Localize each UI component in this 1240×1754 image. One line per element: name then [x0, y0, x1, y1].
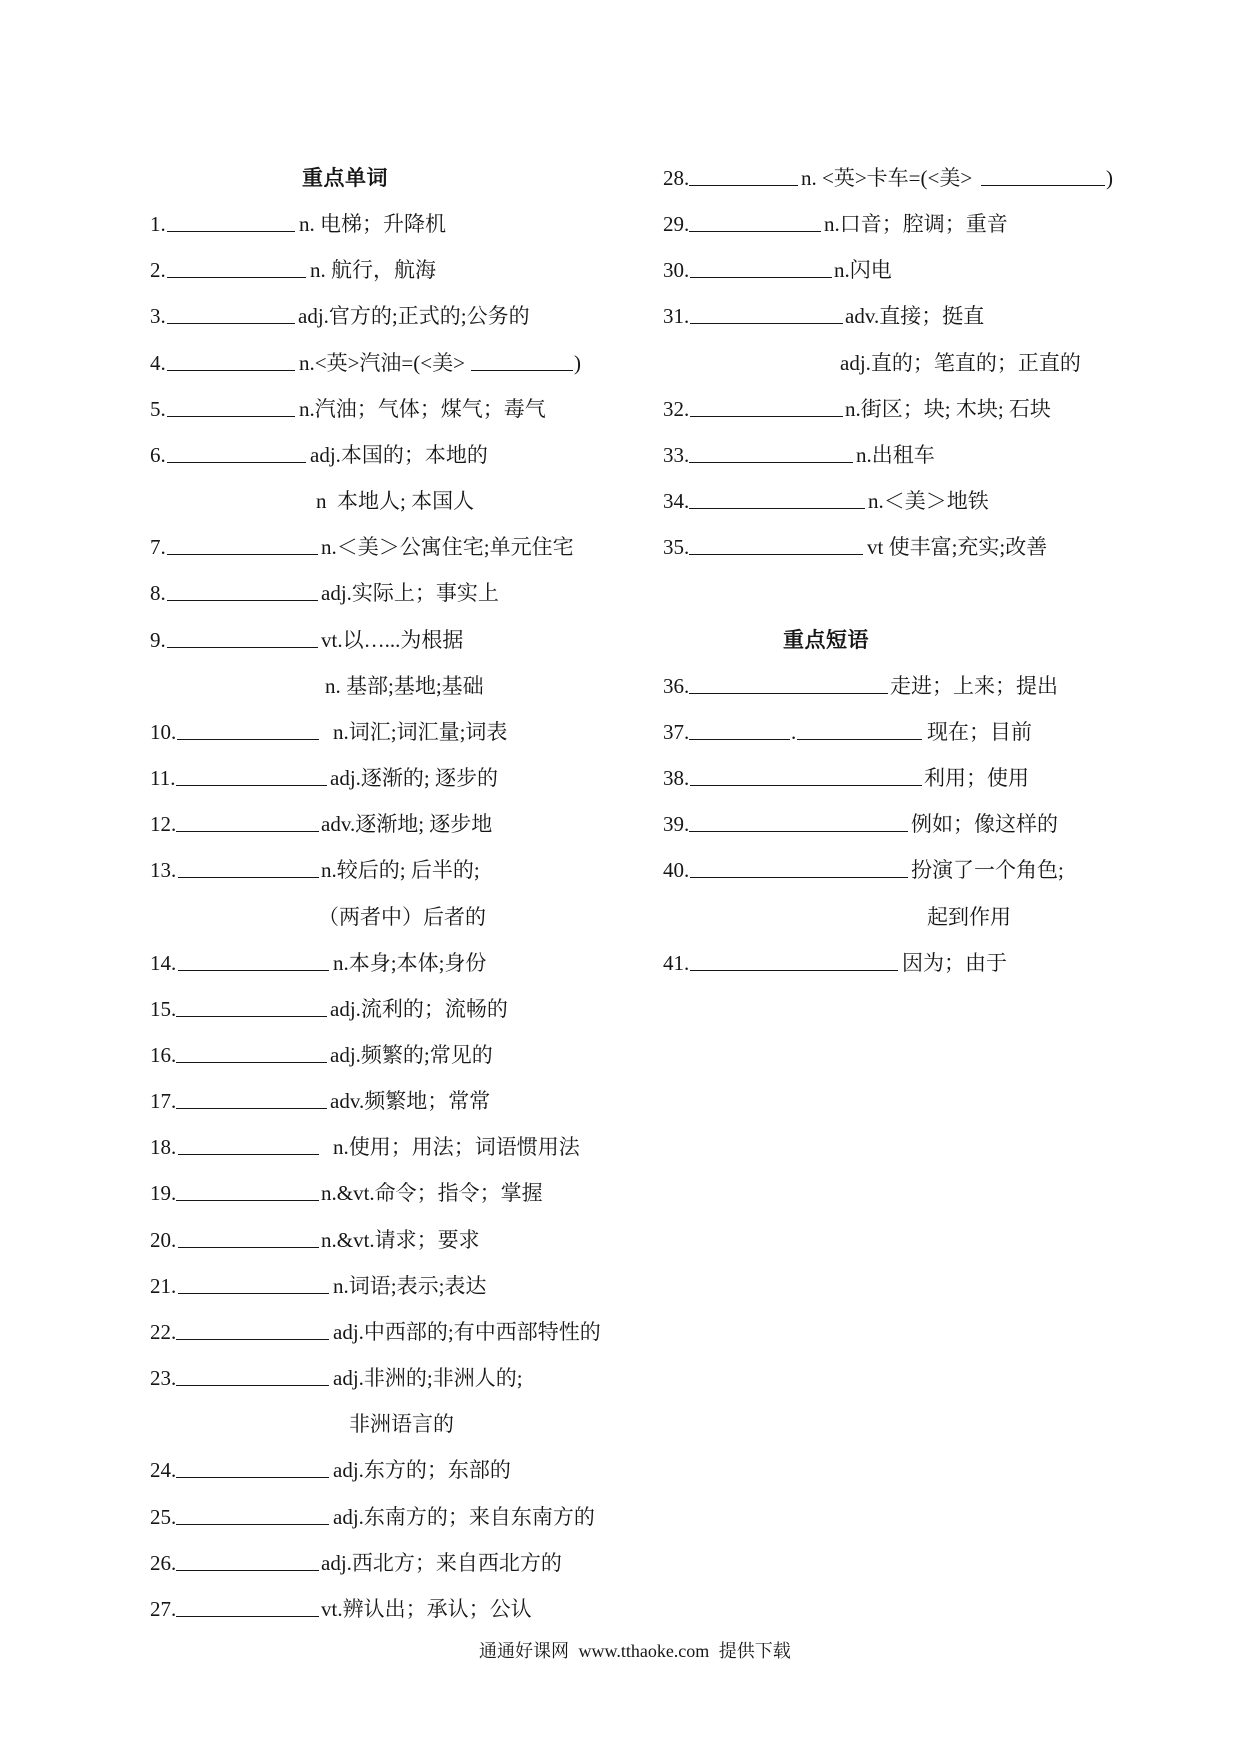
item-definition: adj.东南方的；来自东南方的 — [333, 1504, 595, 1529]
item-definition: 扮演了一个角色; — [911, 858, 1064, 883]
item-number: 26. — [150, 1550, 177, 1575]
vocab-item — [150, 524, 640, 570]
answer-blank — [690, 247, 832, 278]
item-number: 1. — [150, 212, 166, 237]
answer-blank-us — [981, 155, 1105, 186]
item-number: 25. — [150, 1504, 177, 1529]
vocab-item — [150, 386, 640, 432]
item-number: 27. — [150, 1596, 177, 1621]
answer-blank — [167, 247, 306, 278]
item-definition: n.街区；块; 木块; 石块 — [845, 396, 1051, 421]
answer-blank — [176, 1494, 329, 1525]
vocab-item — [150, 709, 640, 755]
item-number: 18. — [150, 1135, 177, 1160]
item-number: 12. — [150, 812, 177, 837]
item-definition: n.＜美＞公寓住宅;单元住宅 — [321, 535, 574, 560]
item-number: 22. — [150, 1319, 177, 1344]
phrase-item — [663, 801, 1133, 847]
item-number: 38. — [663, 766, 690, 791]
vocab-item — [663, 432, 1133, 478]
item-number: 4. — [150, 350, 166, 375]
answer-blank — [176, 1078, 327, 1109]
answer-blank — [178, 1263, 329, 1294]
item-definition: adj.官方的;正式的;公务的 — [298, 304, 530, 329]
section-heading-row — [663, 617, 1133, 663]
item-number: 31. — [663, 304, 690, 329]
item-number: 30. — [663, 258, 690, 283]
phrase-item — [663, 940, 1133, 986]
item-definition: vt 使丰富;充实;改善 — [867, 535, 1048, 560]
item-definition-continuation: 起到作用 — [927, 904, 1011, 929]
item-definition: adj.东方的；东部的 — [333, 1458, 511, 1483]
item-definition: n.本身;本体;身份 — [333, 950, 487, 975]
item-definition: n. 电梯；升降机 — [299, 212, 446, 237]
vocab-item — [150, 1170, 640, 1216]
answer-blank — [690, 940, 898, 971]
item-number: 16. — [150, 1042, 177, 1067]
footer-source: 通通好课网 www.tthaoke.com 提供下载 — [479, 1641, 791, 1661]
vocab-item — [663, 293, 1133, 339]
item-definition: adv.直接；挺直 — [845, 304, 985, 329]
item-definition: adj.非洲的;非洲人的; — [333, 1366, 523, 1391]
item-definition: n.较后的; 后半的; — [321, 858, 480, 883]
item-definition-continuation: n. 基部;基地;基础 — [325, 673, 484, 698]
vocab-item — [663, 386, 1133, 432]
answer-blank — [178, 940, 329, 971]
answer-blank — [167, 201, 295, 232]
item-number: 14. — [150, 950, 177, 975]
section-heading-phrases: 重点短语 — [783, 627, 869, 652]
answer-blank — [176, 986, 327, 1017]
item-definition: adj.实际上；事实上 — [321, 581, 499, 606]
right-column — [663, 155, 1133, 986]
answer-blank — [689, 663, 888, 694]
item-definition: adv.逐渐地; 逐步地 — [321, 812, 493, 837]
answer-blank — [689, 801, 908, 832]
item-number: 5. — [150, 396, 166, 421]
answer-blank — [167, 386, 295, 417]
vocab-item — [150, 570, 640, 616]
spacer — [663, 570, 1133, 616]
answer-blank — [176, 1540, 319, 1571]
answer-blank — [167, 524, 318, 555]
answer-blank — [690, 293, 843, 324]
answer-blank — [177, 709, 319, 740]
item-definition: 利用；使用 — [924, 766, 1029, 791]
item-number: 37. — [663, 719, 690, 744]
answer-blank — [689, 155, 798, 186]
definition-continuation-row — [150, 894, 640, 940]
answer-blank — [176, 1447, 329, 1478]
item-number: 8. — [150, 581, 166, 606]
vocab-item — [150, 1078, 640, 1124]
vocab-item — [663, 247, 1133, 293]
item-definition: adj.流利的；流畅的 — [330, 996, 508, 1021]
item-definition: adj.西北方；来自西北方的 — [321, 1550, 562, 1575]
vocab-item — [150, 1494, 640, 1540]
vocab-item — [150, 801, 640, 847]
answer-blank — [167, 340, 295, 371]
item-number: 13. — [150, 858, 177, 883]
answer-blank — [167, 570, 318, 601]
item-definition: vt.以…...为根据 — [321, 627, 464, 652]
item-number: 19. — [150, 1181, 177, 1206]
vocab-item — [150, 1540, 640, 1586]
item-number: 34. — [663, 489, 690, 514]
vocab-item — [150, 293, 640, 339]
closing-paren: ) — [1106, 166, 1113, 190]
item-definition: 例如；像这样的 — [911, 812, 1058, 837]
phrase-item — [663, 847, 1133, 893]
vocab-item — [663, 155, 1133, 201]
answer-blank — [689, 201, 821, 232]
answer-blank — [178, 847, 319, 878]
answer-blank — [176, 1170, 319, 1201]
item-number: 29. — [663, 212, 690, 237]
item-definition: n.出租车 — [856, 442, 935, 467]
item-number: 15. — [150, 996, 177, 1021]
item-definition: n. 航行，航海 — [310, 258, 436, 283]
answer-blank — [167, 293, 295, 324]
definition-continuation-row — [150, 478, 640, 524]
item-definition: adj.频繁的;常见的 — [330, 1042, 493, 1067]
item-number: 9. — [150, 627, 166, 652]
answer-blank — [178, 1217, 319, 1248]
item-definition-continuation: 非洲语言的 — [349, 1412, 454, 1437]
item-definition: n.汽油；气体；煤气；毒气 — [299, 396, 546, 421]
answer-blank — [176, 1309, 329, 1340]
item-number: 2. — [150, 258, 166, 283]
definition-continuation-row — [150, 663, 640, 709]
vocab-item — [150, 1355, 640, 1401]
item-number: 28. — [663, 166, 690, 190]
item-number: 39. — [663, 812, 690, 837]
item-number: 41. — [663, 950, 690, 975]
item-definition-continuation: n 本地人; 本国人 — [316, 489, 475, 514]
vocab-item — [150, 432, 640, 478]
vocab-item — [150, 201, 640, 247]
item-number: 40. — [663, 858, 690, 883]
item-definition: n.使用；用法；词语惯用法 — [333, 1135, 580, 1160]
vocab-item — [150, 1124, 640, 1170]
vocab-item — [663, 201, 1133, 247]
item-definition: adj.逐渐的; 逐步的 — [330, 766, 498, 791]
item-number: 20. — [150, 1227, 177, 1252]
vocab-item — [150, 1263, 640, 1309]
phrase-item — [663, 709, 1133, 755]
definition-continuation-row — [663, 894, 1133, 940]
item-number: 35. — [663, 535, 690, 560]
phrase-separator-dot: . — [791, 719, 797, 744]
answer-blank-us — [471, 340, 573, 371]
item-number: 11. — [150, 766, 176, 791]
answer-blank — [176, 801, 319, 832]
item-number: 23. — [150, 1366, 177, 1391]
closing-paren: ) — [574, 350, 581, 375]
vocab-item — [150, 986, 640, 1032]
definition-continuation-row — [150, 1401, 640, 1447]
vocab-item — [663, 524, 1133, 570]
vocab-item — [150, 1586, 640, 1632]
definition-continuation-row — [663, 340, 1133, 386]
vocab-item — [663, 478, 1133, 524]
section-heading-row — [150, 155, 640, 201]
phrase-item — [663, 755, 1133, 801]
item-definition: n.词汇;词汇量;词表 — [333, 719, 508, 744]
item-number: 21. — [150, 1273, 177, 1298]
item-definition: vt.辨认出；承认；公认 — [321, 1596, 532, 1621]
vocab-item — [150, 340, 640, 386]
answer-blank — [690, 386, 843, 417]
item-definition: adj.本国的；本地的 — [310, 442, 488, 467]
vocab-item — [150, 1032, 640, 1078]
item-definition: adj.中西部的;有中西部特性的 — [333, 1319, 601, 1344]
answer-blank — [176, 755, 327, 786]
item-definition-continuation: adj.直的；笔直的；正直的 — [840, 350, 1081, 375]
item-definition: 走进；上来；提出 — [890, 673, 1058, 698]
item-definition: n.&vt.命令；指令；掌握 — [321, 1181, 543, 1206]
answer-blank — [176, 1586, 319, 1617]
vocab-item — [150, 940, 640, 986]
item-number: 6. — [150, 442, 166, 467]
item-number: 24. — [150, 1458, 177, 1483]
answer-blank — [167, 617, 318, 648]
item-definition: n.口音；腔调；重音 — [824, 212, 1008, 237]
vocab-item — [150, 1309, 640, 1355]
answer-blank — [690, 755, 922, 786]
answer-blank — [167, 432, 306, 463]
item-definition-continuation: （两者中）后者的 — [318, 904, 486, 929]
item-definition: n.词语;表示;表达 — [333, 1273, 487, 1298]
phrase-item — [663, 663, 1133, 709]
answer-blank — [689, 478, 865, 509]
item-definition: 因为；由于 — [902, 950, 1007, 975]
vocab-item — [150, 847, 640, 893]
item-definition: n. <英>卡车=(<美> — [801, 166, 973, 190]
answer-blank — [689, 709, 790, 740]
answer-blank — [176, 1032, 327, 1063]
section-heading-words: 重点单词 — [302, 166, 388, 190]
vocab-item — [150, 1217, 640, 1263]
item-definition: n.闪电 — [834, 258, 892, 283]
item-definition: 现在；目前 — [927, 719, 1032, 744]
item-number: 32. — [663, 396, 690, 421]
left-column — [150, 155, 640, 1632]
item-number: 3. — [150, 304, 166, 329]
vocab-item — [150, 1447, 640, 1493]
answer-blank — [178, 1124, 319, 1155]
item-number: 33. — [663, 442, 690, 467]
item-number: 17. — [150, 1089, 177, 1114]
vocab-item — [150, 755, 640, 801]
answer-blank-second — [797, 709, 922, 740]
answer-blank — [690, 847, 908, 878]
answer-blank — [689, 432, 853, 463]
item-number: 7. — [150, 535, 166, 560]
item-number: 36. — [663, 673, 690, 698]
answer-blank — [176, 1355, 329, 1386]
item-definition: n.<英>汽油=(<美> — [299, 350, 465, 375]
item-definition: adv.频繁地；常常 — [330, 1089, 491, 1114]
vocab-item — [150, 247, 640, 293]
answer-blank — [689, 524, 863, 555]
item-definition: n.&vt.请求；要求 — [321, 1227, 480, 1252]
item-number: 10. — [150, 719, 177, 744]
item-definition: n.＜美＞地铁 — [868, 489, 989, 514]
vocab-item — [150, 617, 640, 663]
